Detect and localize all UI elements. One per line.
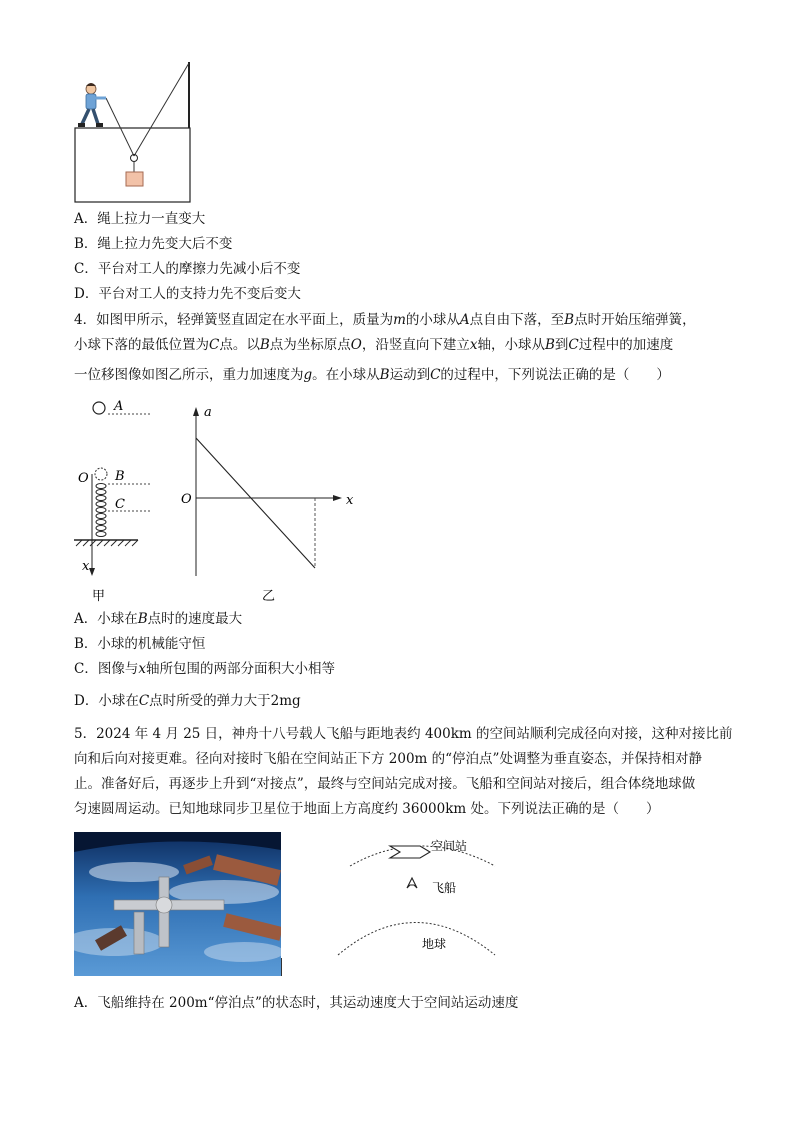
q3-option-c: C．平台对工人的摩擦力先减小后不变 [74,261,301,277]
q3-option-b: B．绳上拉力先变大后不变 [74,236,233,252]
ship-icon [407,878,417,888]
spring-icon [96,484,106,537]
q4-stem-line1: 4．如图甲所示，轻弹簧竖直固定在水平面上，质量为m的小球从A点自由下落，至B点时开始压缩弹簧， [74,312,696,328]
label-station: 空间站 [431,839,468,853]
q5-option-a: A．飞船维持在 200m“停泊点”的状态时，其运动速度大于空间站运动速度 [74,995,519,1011]
label-earth: 地球 [422,937,447,951]
q5-stem-line3: 止。准备好后，再逐步上升到“对接点”，最终与空间站完成对接。飞船和空间站对接后，组合体绕地球做 [74,776,696,792]
q4-option-c: C．图像与x轴所包围的两部分面积大小相等 [74,661,335,677]
jia-label-o: O [78,471,89,486]
space-station-photo [74,832,281,976]
jia-label-b: B [115,469,125,484]
q3-option-a: A．绳上拉力一直变大 [74,211,206,227]
q4-stem-line3: 一位移图像如图乙所示，重力加速度为g。在小球从B运动到C的过程中，下列说法正确的是（ ） [74,367,670,383]
jia-caption: 甲 [92,589,106,604]
q3-option-d: D．平台对工人的支持力先不变后变大 [74,286,301,302]
q5-schematic [330,830,510,960]
label-ship: 飞船 [432,881,457,895]
jia-label-a: A [114,399,124,414]
q5-stem-line4: 匀速圆周运动。已知地球同步卫星位于地面上方高度约 36000km 处。下列说法正确的是（ ） [74,801,660,817]
q4-option-b: B．小球的机械能守恒 [74,636,206,652]
q4-stem-line2: 小球下落的最低位置为C点。以B点为坐标原点O，沿竖直向下建立x轴，小球从B到C过程中的加速度 [74,337,674,353]
yi-label-a: a [204,405,212,420]
a-x-line [196,438,315,568]
q4-figure-yi [175,400,365,605]
jia-label-c: C [115,497,125,512]
yi-caption: 乙 [262,589,276,604]
q4-figure-jia [70,394,180,604]
q3-worker-figure [70,58,200,206]
jia-label-x: x [82,559,90,574]
q4-option-d: D．小球在C点时所受的弹力大于2mg [74,693,301,709]
q4-option-a: A．小球在B点时的速度最大 [74,611,243,627]
q5-stem-line1: 5．2024 年 4 月 25 日，神舟十八号载人飞船与距地表约 400km 的空间站顺利完成径向对接，这种对接比前 [74,726,733,742]
yi-label-o: O [181,492,192,507]
worker-icon [78,83,106,127]
station-icon [390,846,430,858]
yi-label-x: x [346,493,354,508]
q5-stem-line2: 向和后向对接更难。径向对接时飞船在空间站正下方 200m 的“停泊点”处调整为垂直姿态，并保持相对静 [74,751,702,767]
